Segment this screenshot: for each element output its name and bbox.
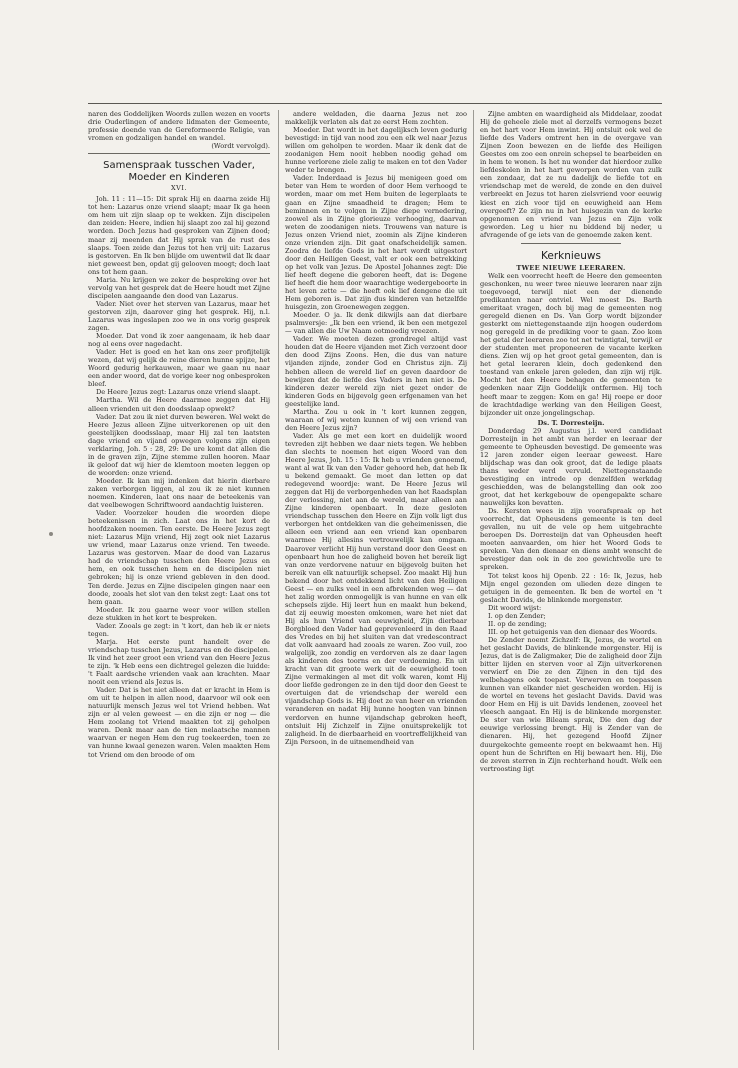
paragraph: Maria. Nu krijgen we zeker de bespreking over het vervolg van het gesprek dat de Heere houdt met Zijne discipelen aangaande den dood van Lazarus. — [88, 275, 270, 300]
paragraph: Dit woord wijst: — [488, 603, 542, 612]
section-rule — [88, 153, 270, 154]
paragraph: Moeder. Dat wordt in het dagelijksch leven gedurig bevestigd: in tijd van nood zou een elk wel naar Jezus willen om geholpen te worden. Maar ik denk dat de zoodanigen Hem nooit hebben noodig gehad om hunne verlorene ziele zalig te maken en tot den Vader weder te brengen. — [285, 126, 467, 175]
paragraph: Martha. Wil de Heere daarmee zeggen dat Hij alleen vrienden uit den doodsslaap opwekt? — [88, 396, 270, 413]
paragraph: Moeder. Ik kan mij indenken dat hierin dierbare zaken verborgen liggen, al zou ik ze niet kunnen noemen. Kinderen, laat ons naar de beteekenis van dat veelbewogen Schriftwoord aandachtig luisteren. — [88, 476, 270, 510]
article-body — [88, 195, 270, 758]
article-body-end — [480, 110, 662, 239]
paragraph: Vader. We moeten dezen grondregel altijd vast houden dat de Heere vijanden met Zich verzoent door den dood Zijns Zoons. Hen, die dus van nature vijanden zijnde, zonder God en Christus zijn. Zij hebben alleen de wereld lief en geven daardoor de bewijzen dat de liefde des Vaders in hen niet is. De kinderen dezer wereld zijn niet gezet onder de kinderen Gods en bijgevolg geen erfgenamen van het geestelijke land. — [285, 335, 467, 408]
paragraph: Ds. Kersten wees in zijn voorafspraak op het voorrecht, dat Opheusdens gemeente is ten deel gevallen, nu uit de vele op hem uitgebrachte beroepen Ds. Dorresteijn dat van Opheusden heeft moeten aanvaarden, om hier het Woord Gods te spreken. Van den dienaar en diens ambt wenscht de bevestiger dan ook in de zoo gewichtvolle ure te spreken. — [480, 507, 662, 572]
article-title-line-2: Moeder en Kinderen — [128, 172, 230, 184]
paragraph: III. op het getuigenis van den dienaar des Woords. — [488, 627, 658, 636]
paragraph: Moeder. Dat vond ik zoer aangenaam, ik heb daar nog al eens over nagedacht. — [88, 332, 270, 349]
column-2 — [285, 110, 467, 1050]
news-subheading-2: Ds. T. Dorresteijn. — [537, 418, 605, 427]
article-body-continued — [285, 110, 467, 746]
news-body-2 — [480, 427, 662, 612]
paragraph: Marja. Het eerste punt handelt over de vriendschap tusschen Jezus, Lazarus en de discipelen. Ik vind het zeer groot een vriend van den Heere Jezus te zijn. 'k Heb eens een dichtregel gelezen die luidde: 't Faalt aardsche vrienden vaak aan krachten. Maar nooit een vriend als Jezus is. — [88, 637, 270, 687]
paragraph: Martha. Zou u ook in 't kort kunnen zeggen, waaraan of wij weten kunnen of wij een vriend van den Heere Jezus zijn? — [285, 407, 467, 432]
paragraph: Donderdag 29 Augustus j.l. werd candidaat Dorresteijn in het ambt van herder en leeraar der gemeente te Opheusden bevestigd. De gemeente was 12 jaren zonder eigen leeraar geweest. Hare blijdschap was dan ook groot, dat de ledige plaats thans weder werd vervuld. Niettegenstaande bevestiging en intrede op denzelfden werkdag geschiedden, was de belangstelling dan ook zoo groot, dat het kerkgebouw de opengepakte schare nauwelijks kon bevatten. — [480, 426, 662, 508]
paragraph: andere weldaden, die daarna Jezus net zoo makkelijk verlaten als dat ze eerst Hem zochten. — [285, 110, 467, 127]
section-rule — [521, 243, 621, 244]
column-1 — [88, 110, 270, 1050]
top-rule — [88, 103, 662, 104]
paragraph: De Heere Jezus zegt: Lazarus onze vriend slaapt. — [96, 388, 261, 397]
column-divider-2 — [473, 110, 474, 1050]
paragraph: Moeder. O ja. Ik denk dikwijls aan dat dierbare psalmversje: „Ik ben een vriend, ik ben een metgezel — van allen die Uw Naam ootmoedig vreezen. — [285, 311, 467, 336]
paragraph: Moeder. Ik zou gaarne weer voor willen stellen deze stukken in het kort te bespreken. — [88, 605, 270, 622]
kerknieuws-title: Kerknieuws — [541, 249, 601, 262]
news-subheading: TWEE NIEUWE LEERAREN. — [516, 263, 626, 272]
paragraph: Vader. Voorzeker houden die woorden diepe beteekenissen in zich. Laat ons in het kort de hoofdzaken noemen. Ten eerste. De Heere Jezus zegt niet: Lazarus Mijn vriend, Hij zegt ook niet Lazarus uw vriend, maar Lazarus onze vriend. Ten tweede. Lazarus was gestorven. Maar de dood van Lazarus had de vriendschap tusschen den Heere Jezus en hem, en ook tusschen hem en de discipelen niet gebroken; hij is onze vriend gebleven in den dood. Ten derde. Jezus en Zijne discipelen gingen naar een doode, zooals het slot van den tekst zegt: Laat ons tot hem gaan. — [88, 509, 270, 606]
intro-paragraph: naren des Goddelijken Woords zullen wezen en voorts drie Ouderlingen of andere lidmaten der Gemeente, professie doende van de Gereformeerde Religie, van vromen en godzaligen handel en wandel. — [88, 110, 270, 143]
paragraph: De Zender noemt Zichzelf: Ik, Jezus, de wortel en het geslacht Davids, de blinkende morgenster. Hij is Jezus, dat is de Zaligmaker, Die de zaligheid door Zijn bitter lijden en sterven voor al Zijn uitverkorenen verwierf en Die ze den Zijnen in den tijd des welbehagens ook toepast. Verwerven en toepassen kunnen van elkander niet gescheiden worden. Hij is de wortel en tevens het geslacht Davids. David was door Hem en Hij is uit Davids lendenen, zooveel het vleesch aangaat. En Hij is de blinkende morgenster. De ster van wie Bileam sprak, Die den dag der eeuwige verlossing brengt. Hij is Zender van de dienaren. Hij, het gezegend Hoofd Zijner duurgekochte gemeente roept en bekwaamt hen. Hij opent hun de Schriften en Hij bewaart hen. Hij, Die de zeven sterren in Zijn rechterhand houdt. Welk een vertroosting ligt — [480, 635, 662, 773]
paragraph: Vader. Niet over het sterven van Lazarus, maar het gestorven zijn, daarover ging het gesprek. Hij, n.l. Lazarus was ingeslapen zoo we in ons vorig gesprek zagen. — [88, 299, 270, 333]
article-numeral: XVI. — [171, 184, 187, 193]
sermon-points-list — [480, 612, 662, 636]
continued-note: (Wordt vervolgd). — [211, 142, 270, 151]
paragraph: Joh. 11 : 11—15: Dit sprak Hij en daarna zeide Hij tot hen: Lazarus onze vriend slaapt; maar Ik ga heen om hem uit zijn slaap op te wekken. Zijn discipelen dan zeiden: Heere, indien hij slaapt zoo zal hij gezond worden. Doch Jezus had gesproken van Zijnen dood; maar zij meenden dat Hij sprak van de rust des slaaps. Toen zeide dan Jezus tot hen vrij uit: Lazarus is gestorven. En Ik ben blijde om uwentwil dat Ik daar niet geweest ben, opdat gij gelooven moogt; doch laat ons tot hem gaan. — [88, 195, 270, 276]
paragraph: Vader. Zooals ge zegt: in 't kort, dan heb ik er niets tegen. — [88, 621, 270, 638]
column-3 — [480, 110, 662, 1050]
column-divider-1 — [278, 110, 279, 1050]
paragraph: I. op den Zender; — [488, 611, 546, 620]
paragraph: Vader. Dat is het niet alleen dat er kracht in Hem is om uit te helpen in allen nood, daarvoor wil ook een natuurlijk mensch Jezus wel tot Vriend hebben. Wat zijn er al velen geweest — en die zijn er nog — die Hem zoolang tot Vriend maakten tot zij geholpen waren. Denk maar aan de tien melaatsche mannen waarvan er negen Hem den rug toekeerden, toen ze van hunne kwaal genezen waren. Velen maakten Hem tot Vriend om den broode of om — [88, 686, 270, 759]
paragraph: II. op de zending; — [488, 619, 547, 628]
paragraph: Tot tekst koos hij Openb. 22 : 16: Ik, Jezus, heb Mijn engel gezonden om ulieden deze dingen te getuigen in de gemeenten. Ik ben de wortel en 't geslacht Davids, de blinkende morgenster. — [480, 571, 662, 604]
paragraph: Vader. Inderdaad is Jezus bij menigeen goed om beter van Hem te worden of door Hem verhoogd te worden, maar om met Hem buiten de legerplaats te gaan en Zijne smaadheid te dragen; Hem te beminnen en te volgen in Zijne diepe vernedering, zoowel als in Zijne glorieuze verhooging, daarvan weten de zoodanigen niets. Trouwens van nature is Jezus onzen Vriend niet, zoomin als Zijne kinderen onze vrienden zijn. Dit gaat onafscheidelijk samen. Zoodra de liefde Gods in het hart wordt uitgestort door den Heiligen Geest, valt er ook een betrekking op het volk van Jezus. De Apostel Johannes zegt: Die lief heeft degene die geboren heeft, dat is: Degene lief heeft die hem door waarachtige wedergeboorte in het leven zette — die heeft ook lief dengene die uit Hem geboren is. Dat zijn dus kinderen van hetzelfde huisgezin, zon Groenewegen zeggen. — [285, 174, 467, 312]
news-body-3 — [480, 636, 662, 773]
paragraph: Welk een voorrecht heeft de Heere den gemeenten geschonken, nu weer twee nieuwe leeraren naar zijn toegevoegd, terwijl niet een der dienende predikanten naar ontviel. Wel moest Ds. Barth emeritaat vragen, doch bij mag de gemeenten nog geregeld dienen en Ds. Van Gorp wordt bijzonder gesterkt om niettegenstaande zijn hoogen ouderdom nog geregeld in de prediking voor te gaan. Zoo kom het getal der leeraren zoo tot net twintigtal, terwijl er der studenten met proponeeren de vacante kerken diens. Zien wij op het groot getal gemeenten, dan is het getal leeraren klein, doch gedenkend den toestand van enkele jaren geleden, dan zijn wij rijk. Mocht het den Heere behagen de gemeenten te gedenken naar Zijn Goddelijk ontfermen. Hij toch heeft maar te zeggen: Kom en ga! Hij roepe er door de krachtdadige werking van den Heiligen Geest, bijzonder uit onze jongelingschap. — [480, 271, 662, 417]
article-title-line-1: Samenspraak tusschen Vader, — [103, 160, 255, 172]
paragraph: Vader. Dat zou ik niet durven beweren. Wel wekt de Heere Jezus alleen Zijne uitverkorenen op uit den geestelijken doodsslaap, maar Hij zal ten laatsten dage vriend en vijand opwegen volgens zijn eigen verklaring, Joh. 5 : 28, 29: De ure komt dat allen die in de graven zijn, Zijne stemme zullen hooren. Maar ik geloof dat wij hier de klemtoon moeten leggen op de woorden: onze vriend. — [88, 412, 270, 477]
paragraph: Vader. Als ge met een kort en duidelijk woord tevreden zijt hebben we daar niets tegen. We hebben dan slechts te noemen het eigen Woord van den Heere Jezus, Joh. 15 : 15: Ik heb u vrienden genoemd, want al wat Ik van den Vader gehoord heb, dat heb Ik u bekend gemaakt. Ge moet dan letten op dat redegevend woordje: want. De Heere Jezus wil zeggen dat Hij de verborgenheden van het Raadsplan der verlossing, niet aan de wereld, maar alleen aan Zijne kinderen openbaart. In deze gesloten vriendschap tusschen den Heere en Zijn volk ligt dus verborgen het ontdekken van die geheimenissen, die alleen een vriend aan een vriend kan openbaren waarmee Hij allesins vertrouwelijk kan omgaan. Daarover verlicht Hij hun verstand door den Geest en openbaart hun hoe de zaligheid boven het bereik ligt van onze verdorvene natuur en bijgevolg buiten het bereik van elk natuurlijk schepsel. Zoo maakt Hij hun bekend door het ontdekkend licht van den Heiligen Geest — en zulks veel in een afbrekenden weg — dat het zalig worden onmogelijk is van hunne en van elk schepsels zijde. Hij leert hun en maakt hun bekend, dat zij eeuwig moesten omkomen, ware het niet dat Hij als hun Vriend van eeuwigheid, Zijn dierbaar Borgbloed den Vader had geprevenleerd in den Raad des Vredes en bij het sluiten van dat vredescontract dat volk aanvaard had zooals ze waren. Zoo vuil, zoo walgelijk, zoo zondig en verdorven als ze daar lagen als kinderen des toorns en der verdoeming. En uit kracht van dit groote werk uit de eeuwigheid toen Zijne vermakingen al met dit volk waren, komt Hij door liefde gedrongen ze in den tijd door den Geest te overtuigen dat de vriendschap der wereld een vijandschap Gods is. Hij doet ze van heer en vrienden veranderen en nadat Hij hunne hoogten van binnen verdorven en hunne vijandschap gebroken heeft, ontsluit Hij Zichzelf in Zijne onuitsprekelijk tot zaligheid. In de dierbaarheid en voortreffelijkheid van Zijn Persoon, in de uitnemendheid van — [285, 431, 467, 746]
paragraph: Zijne ambten en waardigheid als Middelaar, zoodat Hij de geheele ziele met al derzelfs vermogens bezet en het hart voor Hem inwint. Hij ontsluit ook wel de liefde des Vaders omtrent hen in de overgave van Zijnen Zoon bewezen en de liefde des Heiligen Geestes om zoo een onrein schepsel te bearbeiden en in hem te wonen. Is het nu wonder dat hierdoor zulke liefdeskolen in het hart geworpen worden van zulk een zondaar, dat ze nu dadelijk de liefde tot en vriendschap met de wereld, de zonde en den duivel verbreekt en Jezus tot haren zielsvriend voor eeuwig kiest en zich voor tijd en eeuwigheid aan Hem overgeeft? Ze zijn nu in het huisgezin van de kerke opgenomen en vriend van Jezus en Zijn volk geworden. Leg u hier nu biddend bij neder, u afvragende of ge iets van de genoemde zaken kent. — [480, 110, 662, 239]
paragraph: Vader. Het is goed en het kan ons zeer profijtelijk wezen, dat wij gelijk de reine dieren hunne spijze, het Woord gedurig herkauwen, maar we gaan nu naar een ander woord, dat de vorige keer nog onbesproken bleef. — [88, 348, 270, 389]
binder-hole — [49, 532, 53, 536]
news-body — [480, 272, 662, 417]
